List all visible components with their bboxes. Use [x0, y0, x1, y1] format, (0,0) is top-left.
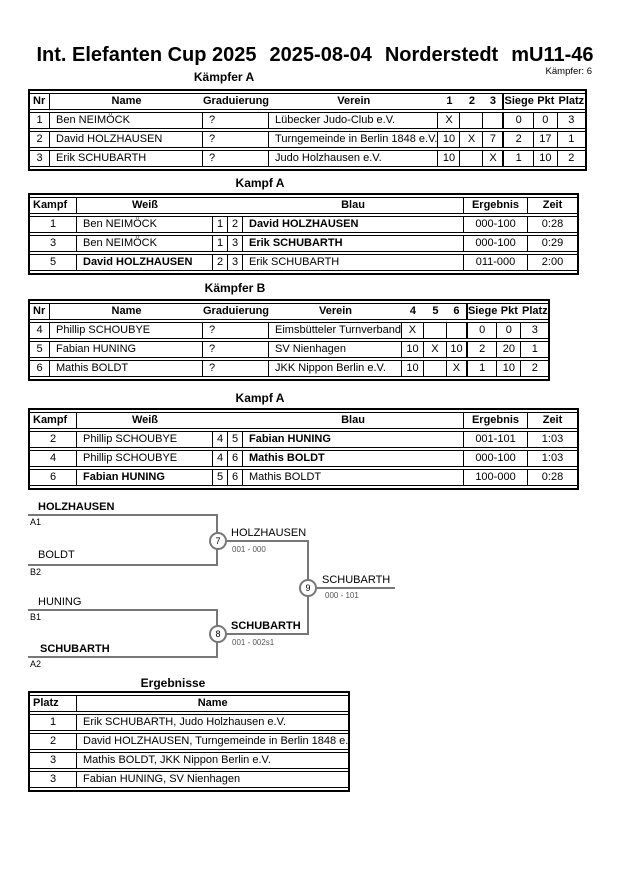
zeit-cell: 1:03 — [528, 450, 577, 467]
column-header-nr: Nr — [30, 303, 50, 320]
score-cell — [424, 322, 447, 339]
match-score: 001 - 002s1 — [232, 638, 275, 647]
fight-row — [30, 235, 577, 252]
fights-a-header-row — [30, 197, 577, 214]
section-heading-pool-b: Kämpfer B — [204, 281, 266, 295]
graduierung-cell: ? — [203, 150, 269, 167]
weiss-cell: Fabian HUNING — [77, 469, 213, 486]
match-winner-name: SCHUBARTH — [322, 574, 391, 586]
fighter-count-label: Kämpfer: 6 — [545, 66, 592, 77]
fights-a-table — [28, 193, 579, 275]
match-number-circle: 7 — [209, 532, 227, 550]
bracket-line — [28, 514, 218, 516]
column-header-blau: Blau — [243, 412, 464, 429]
nr-cell: 2 — [30, 131, 50, 148]
pkt-cell: 10 — [497, 360, 521, 377]
section-heading-results: Ergebnisse — [140, 676, 206, 690]
column-header-siege: Siege — [504, 93, 533, 110]
ergebnis-cell: 000-100 — [464, 216, 528, 233]
pkt-cell: 10 — [534, 150, 558, 167]
pkt-cell: 0 — [534, 112, 558, 129]
column-header-verein: Verein — [269, 93, 438, 110]
column-header-6: 6 — [447, 303, 468, 320]
bracket-line — [28, 564, 218, 566]
pool-a-header-row — [30, 93, 585, 110]
column-header-pkt: Pkt — [497, 303, 521, 320]
kampf-cell: 4 — [30, 450, 77, 467]
blau-cell: Erik SCHUBARTH — [243, 254, 464, 271]
result-row — [30, 733, 348, 750]
kampf-cell: 2 — [30, 431, 77, 448]
zeit-cell: 1:03 — [528, 431, 577, 448]
fighter-row — [30, 112, 585, 129]
score-cell: 10 — [402, 341, 424, 358]
name-cell: David HOLZHAUSEN — [50, 131, 203, 148]
bracket-line — [227, 540, 309, 542]
siege-cell: 2 — [468, 341, 497, 358]
verein-cell: Turngemeinde in Berlin 1848 e.V. — [269, 131, 438, 148]
blau-cell: Erik SCHUBARTH — [243, 235, 464, 252]
zeit-cell: 0:29 — [528, 235, 577, 252]
siege-cell: 0 — [468, 322, 497, 339]
weiss-cell: Phillip SCHOUBYE — [77, 431, 213, 448]
fight-row — [30, 216, 577, 233]
column-header-3: 3 — [483, 93, 504, 110]
fighter-row — [30, 322, 548, 339]
fights-b-header-row — [30, 412, 577, 429]
score-cell — [424, 360, 447, 377]
results-header-row — [30, 695, 348, 712]
blau-cell: Mathis BOLDT — [243, 469, 464, 486]
name-cell: Erik SCHUBARTH, Judo Holzhausen e.V. — [77, 714, 348, 731]
fighter-number-cell: 4 — [213, 450, 228, 467]
graduierung-cell: ? — [203, 322, 269, 339]
bracket-entry-name: SCHUBARTH — [40, 643, 110, 655]
pkt-cell: 20 — [497, 341, 521, 358]
platz-cell: 2 — [30, 733, 77, 750]
score-cell: X — [424, 341, 447, 358]
column-header-kampf: Kampf — [30, 412, 77, 429]
nr-cell: 3 — [30, 150, 50, 167]
column-header-verein: Verein — [269, 303, 402, 320]
column-header-platz: Platz — [558, 93, 585, 110]
platz-cell: 3 — [30, 752, 77, 769]
score-cell — [483, 112, 504, 129]
score-cell: 10 — [447, 341, 468, 358]
column-header-2: 2 — [460, 93, 483, 110]
fighter-number-cell: 1 — [213, 235, 228, 252]
score-cell — [447, 322, 468, 339]
platz-cell: 2 — [521, 360, 548, 377]
result-row — [30, 752, 348, 769]
column-header-graduierung: Graduierung — [203, 303, 269, 320]
weiss-cell: David HOLZHAUSEN — [77, 254, 213, 271]
score-cell: X — [438, 112, 460, 129]
score-cell: X — [402, 322, 424, 339]
fighter-row — [30, 131, 585, 148]
blau-cell: Mathis BOLDT — [243, 450, 464, 467]
bracket-entry-name: HOLZHAUSEN — [38, 501, 115, 513]
score-cell: 7 — [483, 131, 504, 148]
column-header-ergebnis: Ergebnis — [464, 197, 528, 214]
title-event: Int. Elefanten Cup 2025 — [36, 44, 257, 66]
column-header-n2 — [228, 197, 243, 214]
fighter-row — [30, 150, 585, 167]
nr-cell: 6 — [30, 360, 50, 377]
name-cell: Fabian HUNING — [50, 341, 203, 358]
column-header-pkt: Pkt — [534, 93, 558, 110]
fighter-row — [30, 341, 548, 358]
platz-cell: 3 — [521, 322, 548, 339]
column-header-kampf: Kampf — [30, 197, 77, 214]
match-score: 000 - 101 — [325, 591, 359, 600]
column-header-graduierung: Graduierung — [203, 93, 269, 110]
match-score: 001 - 000 — [232, 545, 266, 554]
name-cell: Fabian HUNING, SV Nienhagen — [77, 771, 348, 788]
zeit-cell: 2:00 — [528, 254, 577, 271]
column-header-n1 — [213, 197, 228, 214]
fighter-number-cell: 2 — [228, 216, 243, 233]
column-header-siege: Siege — [468, 303, 497, 320]
column-header-n1 — [213, 412, 228, 429]
score-cell — [460, 112, 483, 129]
graduierung-cell: ? — [203, 112, 269, 129]
column-header-ergebnis: Ergebnis — [464, 412, 528, 429]
graduierung-cell: ? — [203, 360, 269, 377]
result-row — [30, 714, 348, 731]
column-header-weiss: Weiß — [77, 412, 213, 429]
kampf-cell: 1 — [30, 216, 77, 233]
bracket-entry-code: A1 — [30, 517, 42, 527]
nr-cell: 1 — [30, 112, 50, 129]
bracket-entry-code: B1 — [30, 612, 42, 622]
bracket-line — [28, 609, 218, 611]
section-heading-fights-a: Kampf A — [235, 176, 285, 190]
bracket-entry-code: A2 — [30, 659, 42, 669]
kampf-cell: 3 — [30, 235, 77, 252]
bracket-line — [227, 633, 309, 635]
pool-a-table — [28, 89, 587, 171]
ergebnis-cell: 100-000 — [464, 469, 528, 486]
fighter-number-cell: 2 — [213, 254, 228, 271]
fighter-number-cell: 6 — [228, 450, 243, 467]
section-heading-pool-a: Kämpfer A — [193, 70, 255, 84]
match-winner-name: SCHUBARTH — [231, 620, 301, 632]
column-header-name: Name — [50, 303, 203, 320]
match-number-circle: 9 — [299, 579, 317, 597]
fight-row — [30, 450, 577, 467]
pool-b-table — [28, 299, 550, 381]
column-header-weiss: Weiß — [77, 197, 213, 214]
ergebnis-cell: 011-000 — [464, 254, 528, 271]
kampf-cell: 6 — [30, 469, 77, 486]
siege-cell: 2 — [504, 131, 533, 148]
title-location: Norderstedt — [384, 44, 499, 66]
column-header-n2 — [228, 412, 243, 429]
platz-cell: 1 — [521, 341, 548, 358]
fighter-number-cell: 5 — [213, 469, 228, 486]
ergebnis-cell: 001-101 — [464, 431, 528, 448]
score-cell: X — [483, 150, 504, 167]
score-cell: X — [447, 360, 468, 377]
platz-cell: 3 — [30, 771, 77, 788]
kampf-cell: 5 — [30, 254, 77, 271]
verein-cell: JKK Nippon Berlin e.V. — [269, 360, 402, 377]
fights-b-table — [28, 408, 579, 490]
fighter-number-cell: 3 — [228, 235, 243, 252]
fighter-number-cell: 6 — [228, 469, 243, 486]
pkt-cell: 0 — [497, 322, 521, 339]
score-cell: 10 — [402, 360, 424, 377]
column-header-4: 4 — [402, 303, 424, 320]
column-header-platz: Platz — [521, 303, 548, 320]
graduierung-cell: ? — [203, 341, 269, 358]
nr-cell: 4 — [30, 322, 50, 339]
bracket-entry-name: BOLDT — [38, 549, 75, 561]
score-cell: 10 — [438, 150, 460, 167]
pkt-cell: 17 — [534, 131, 558, 148]
column-header-platz: Platz — [30, 695, 77, 712]
weiss-cell: Phillip SCHOUBYE — [77, 450, 213, 467]
column-header-name: Name — [77, 695, 348, 712]
match-winner-name: HOLZHAUSEN — [231, 527, 307, 539]
page-title — [0, 44, 630, 67]
fight-row — [30, 469, 577, 486]
siege-cell: 1 — [468, 360, 497, 377]
siege-cell: 1 — [504, 150, 533, 167]
fight-row — [30, 431, 577, 448]
graduierung-cell: ? — [203, 131, 269, 148]
zeit-cell: 0:28 — [528, 216, 577, 233]
results-table — [28, 691, 350, 792]
platz-cell: 1 — [558, 131, 585, 148]
verein-cell: SV Nienhagen — [269, 341, 402, 358]
bracket-line — [28, 656, 218, 658]
title-category: mU11-46 — [511, 44, 594, 66]
fighter-number-cell: 3 — [228, 254, 243, 271]
nr-cell: 5 — [30, 341, 50, 358]
verein-cell: Lübecker Judo-Club e.V. — [269, 112, 438, 129]
fighter-number-cell: 5 — [228, 431, 243, 448]
column-header-5: 5 — [424, 303, 447, 320]
ergebnis-cell: 000-100 — [464, 235, 528, 252]
name-cell: Mathis BOLDT — [50, 360, 203, 377]
name-cell: Ben NEIMÖCK — [50, 112, 203, 129]
name-cell: Phillip SCHOUBYE — [50, 322, 203, 339]
weiss-cell: Ben NEIMÖCK — [77, 235, 213, 252]
weiss-cell: Ben NEIMÖCK — [77, 216, 213, 233]
zeit-cell: 0:28 — [528, 469, 577, 486]
platz-cell: 1 — [30, 714, 77, 731]
column-header-zeit: Zeit — [528, 412, 577, 429]
name-cell: David HOLZHAUSEN, Turngemeinde in Berlin 1848 e. — [77, 733, 348, 750]
ergebnis-cell: 000-100 — [464, 450, 528, 467]
section-heading-fights-b: Kampf A — [235, 391, 285, 405]
platz-cell: 2 — [558, 150, 585, 167]
score-cell: X — [460, 131, 483, 148]
blau-cell: David HOLZHAUSEN — [243, 216, 464, 233]
blau-cell: Fabian HUNING — [243, 431, 464, 448]
bracket-entry-name: HUNING — [38, 596, 82, 608]
name-cell: Erik SCHUBARTH — [50, 150, 203, 167]
column-header-zeit: Zeit — [528, 197, 577, 214]
verein-cell: Judo Holzhausen e.V. — [269, 150, 438, 167]
bracket-line — [317, 587, 395, 589]
bracket-entry-code: B2 — [30, 567, 42, 577]
column-header-1: 1 — [438, 93, 460, 110]
platz-cell: 3 — [558, 112, 585, 129]
fighter-number-cell: 4 — [213, 431, 228, 448]
fighter-number-cell: 1 — [213, 216, 228, 233]
name-cell: Mathis BOLDT, JKK Nippon Berlin e.V. — [77, 752, 348, 769]
siege-cell: 0 — [504, 112, 533, 129]
score-cell — [460, 150, 483, 167]
pool-b-header-row — [30, 303, 548, 320]
verein-cell: Eimsbütteler Turnverband — [269, 322, 402, 339]
score-cell: 10 — [438, 131, 460, 148]
fight-row — [30, 254, 577, 271]
title-date: 2025-08-04 — [269, 44, 372, 66]
result-row — [30, 771, 348, 788]
column-header-nr: Nr — [30, 93, 50, 110]
fighter-row — [30, 360, 548, 377]
column-header-blau: Blau — [243, 197, 464, 214]
column-header-name: Name — [50, 93, 203, 110]
match-number-circle: 8 — [209, 625, 227, 643]
